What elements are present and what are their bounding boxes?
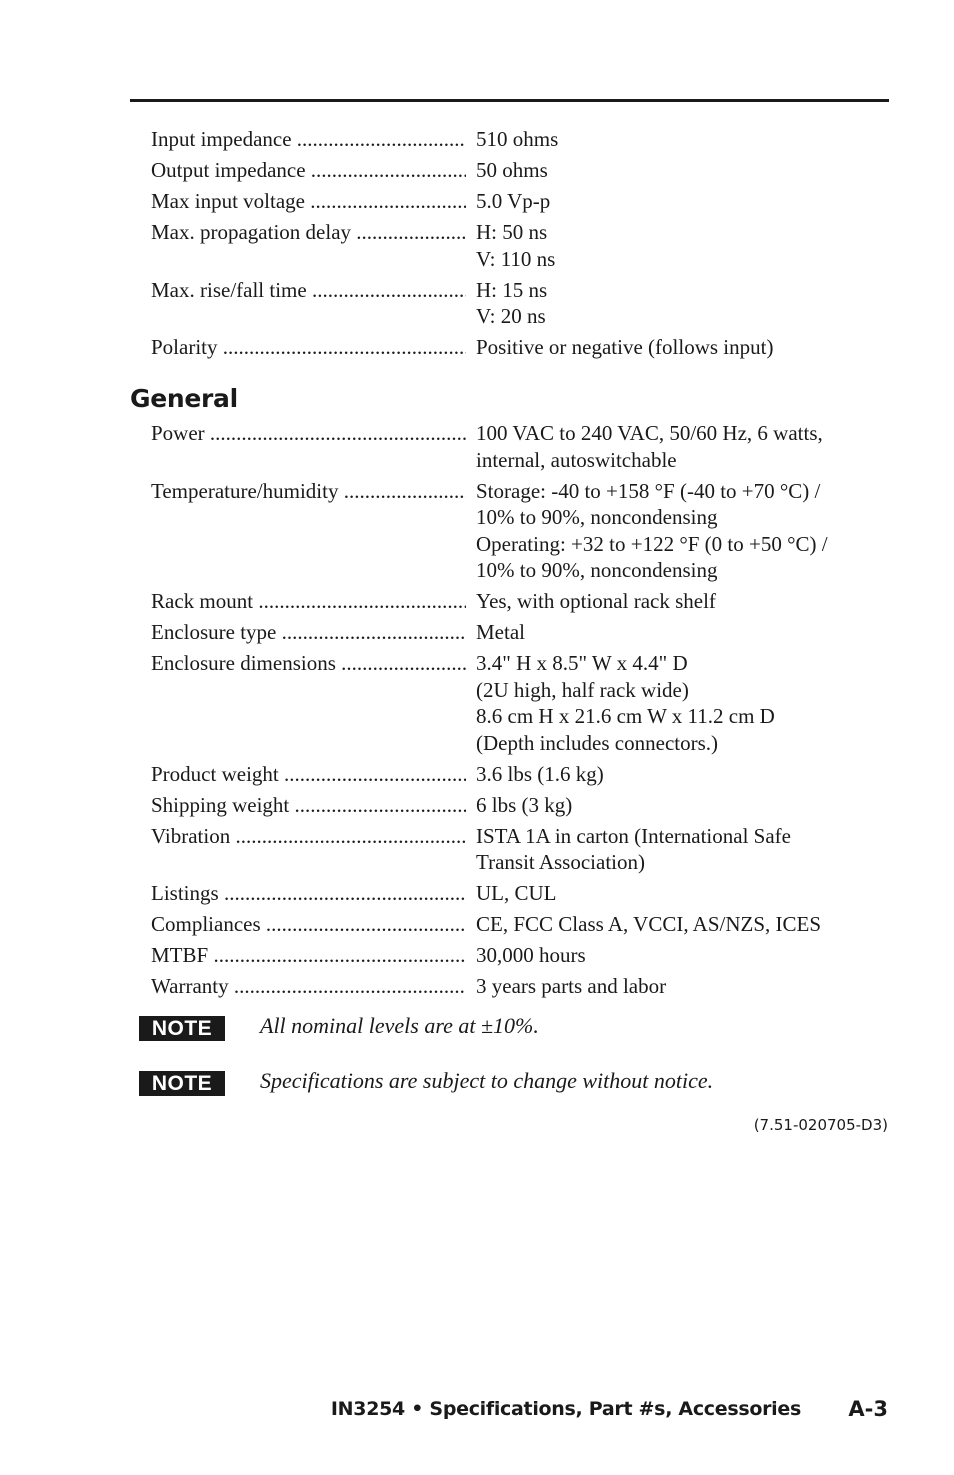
- spec-value-line: H: 15 ns: [476, 277, 548, 302]
- note-badge: NOTE: [139, 1016, 225, 1041]
- spec-label: Shipping weight .....: [151, 792, 466, 819]
- spec-value-line: internal, autoswitchable: [476, 447, 677, 472]
- spec-label: Max. propagation delay .....: [151, 219, 466, 246]
- spec-value-line: 510 ohms: [476, 127, 559, 151]
- footer-title: IN3254 • Specifications, Part #s, Accessories: [330, 1398, 801, 1420]
- spec-label: Temperature/humidity .....: [151, 478, 466, 505]
- spec-label: Enclosure dimensions .....: [151, 650, 466, 677]
- spec-value-line: CE, FCC Class A, VCCI, AS/NZS, ICES: [476, 912, 822, 936]
- spec-label: Polarity .....: [151, 334, 466, 361]
- spec-value-line: 30,000 hours: [476, 943, 586, 967]
- spec-label: Rack mount .....: [151, 588, 466, 615]
- spec-value-line: 8.6 cm H x 21.6 cm W x 11.2 cm D: [476, 704, 775, 728]
- spec-value-line: (Depth includes connectors.): [476, 730, 719, 755]
- spec-value-line: UL, CUL: [476, 881, 557, 905]
- spec-label: Max. rise/fall time .....: [151, 277, 466, 304]
- top-rule: [130, 99, 889, 102]
- spec-label: Listings .....: [151, 880, 466, 907]
- spec-label: Vibration .....: [151, 823, 466, 850]
- spec-value-line: 3.6 lbs (1.6 kg): [476, 761, 604, 786]
- spec-label: Input impedance .....: [151, 126, 466, 153]
- spec-value-line: 100 VAC to 240 VAC, 50/60 Hz, 6 watts,: [476, 421, 823, 445]
- spec-label: Warranty .....: [151, 973, 466, 1000]
- spec-value-line: 10% to 90%, noncondensing: [476, 505, 718, 529]
- spec-value: [476, 880, 888, 907]
- spec-value-line: Positive or negative (follows input): [476, 335, 774, 359]
- page-number: A-3: [848, 1397, 888, 1421]
- spec-value-line: (2U high, half rack wide): [476, 677, 689, 702]
- spec-value-line: 3.4" H x 8.5" W x 4.4" D: [476, 651, 688, 675]
- spec-value: [476, 650, 888, 756]
- spec-label: Output impedance .....: [151, 157, 466, 184]
- spec-label: MTBF .....: [151, 942, 466, 969]
- spec-label: Product weight .....: [151, 761, 466, 788]
- spec-value: [476, 823, 888, 876]
- spec-value-line: 3 years parts and labor: [476, 974, 667, 998]
- spec-value-line: Transit Association): [476, 850, 645, 874]
- spec-value: [476, 219, 888, 272]
- spec-value-line: ISTA 1A in carton (International Safe: [476, 823, 791, 848]
- section-heading-general: General: [130, 384, 238, 413]
- spec-value: [476, 188, 888, 215]
- spec-value: [476, 157, 888, 184]
- note-text: Specifications are subject to change without notice.: [260, 1068, 714, 1093]
- spec-value: [476, 761, 888, 788]
- spec-value: [476, 334, 888, 361]
- spec-value: [476, 588, 888, 615]
- spec-value-line: Metal: [476, 620, 525, 644]
- note-badge: NOTE: [139, 1071, 225, 1096]
- spec-value-line: Storage: -40 to +158 °F (-40 to +70 °C) /: [476, 478, 821, 503]
- spec-value-line: 5.0 Vp-p: [476, 189, 551, 213]
- spec-value: [476, 478, 888, 584]
- spec-label: Power .....: [151, 420, 466, 447]
- spec-value-line: 6 lbs (3 kg): [476, 792, 573, 817]
- note-text: All nominal levels are at ±10%.: [260, 1013, 539, 1038]
- spec-value: [476, 911, 888, 938]
- spec-value-line: V: 20 ns: [476, 304, 546, 328]
- spec-value: [476, 420, 888, 473]
- spec-value: [476, 277, 888, 330]
- spec-value: [476, 619, 888, 646]
- spec-value: [476, 942, 888, 969]
- spec-value: [476, 792, 888, 819]
- spec-value-line: Yes, with optional rack shelf: [476, 589, 716, 613]
- spec-value-line: 10% to 90%, noncondensing: [476, 558, 718, 582]
- spec-label: Compliances .....: [151, 911, 466, 938]
- spec-value: [476, 973, 888, 1000]
- spec-value: [476, 126, 888, 153]
- spec-value-line: V: 110 ns: [476, 246, 556, 271]
- spec-value-line: 50 ohms: [476, 158, 548, 182]
- spec-value-line: H: 50 ns: [476, 220, 548, 244]
- revision-code: (7.51-020705-D3): [753, 1116, 888, 1134]
- spec-label: Enclosure type .....: [151, 619, 466, 646]
- spec-label: Max input voltage .....: [151, 188, 466, 215]
- spec-value-line: Operating: +32 to +122 °F (0 to +50 °C) /: [476, 531, 828, 556]
